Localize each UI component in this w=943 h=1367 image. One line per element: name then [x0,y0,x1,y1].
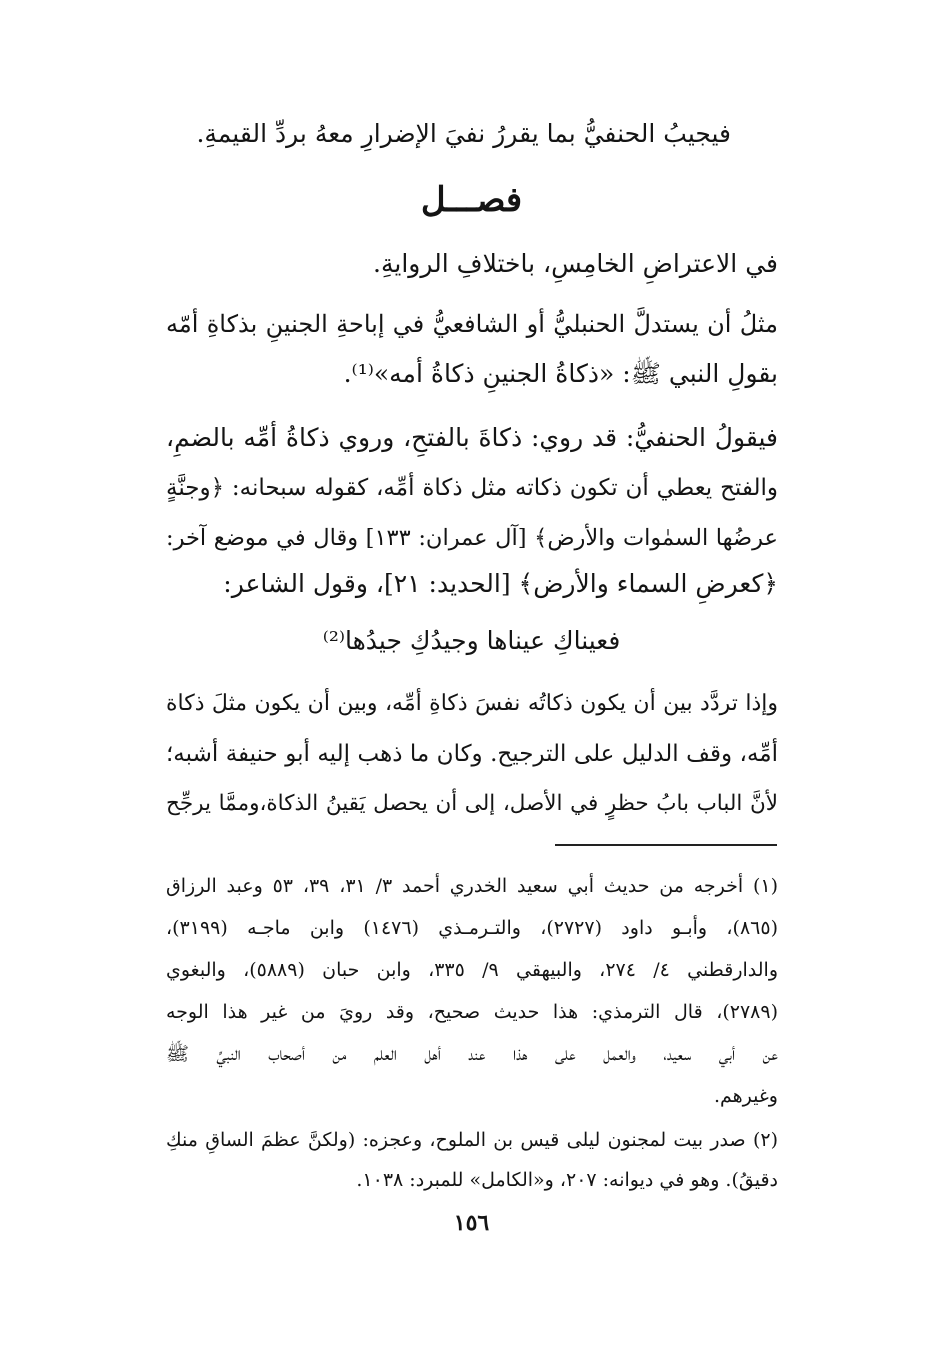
body-text-line-10: أمِّه، وقف الدليل على الترجيح. وكان ما ذهب إليه أبو حنيفة أشبه؛ [166,741,778,767]
body-text-line-1: فيجيبُ الحنفيُّ بما يقررُ نفيَ الإضرارِ معهُ بردِّ القيمةِ. [196,119,731,148]
footnote-1-line-2: (٨٦٥)، وأبـو داود (٢٧٢٧)، والتـرمـذي (١٤٧٦) وابن ماجـه (٣١٩٩)، [166,917,778,939]
footnote-separator [555,844,777,846]
body-text-line-5: فيقولُ الحنفيُّ: قد روي: ذكاةَ بالفتحِ، وروي ذكاةُ أمِّه بالضمِ، [166,423,778,452]
body-text-line-8: ﴿كعرضِ السماء والأرض﴾ [الحديد: ٢١]، وقول الشاعر: [223,569,778,598]
poetry-verse: فعيناكِ عيناها وجيدُكِ جيدُها⁽²⁾ [322,626,621,655]
body-text-line-4: بقولِ النبي ﷺ: «ذكاةُ الجنينِ ذكاةُ أمه»⁽¹⁾. [343,359,778,388]
footnote-1-line-4: (٢٧٨٩)، قال الترمذي: هذا حديث صحيح، وقد رويَ من غير هذا الوجه [166,1001,778,1023]
footnote-1-line-6: وغيرهم. [713,1085,778,1107]
footnote-1-line-5: عن أبي سعيد، والعمل على هذا عند أهل العلم من أصحاب النبيِّ ﷺ [166,1043,778,1065]
body-text-line-11: لأنَّ الباب بابُ حظرٍ في الأصل، إلى أن يحصل يَقينُ الذكاة،وممَّا يرجِّح [166,791,778,816]
body-text-line-2: في الاعتراضِ الخامِسِ، باختلافِ الروايةِ. [373,249,778,278]
body-text-line-7: عرضُها السمٰوات والأرض﴾ [آل عمران: ١٣٣] وقال في موضع آخر: [166,525,778,551]
body-text-line-9: وإذا تردَّد بين أن يكون ذكاتُه نفسَ ذكاةِ أمِّه، وبين أن يكون مثلَ ذكاة [166,691,778,716]
body-text-line-6: والفتح يعطي أن تكون ذكاته مثل ذكاة أمِّه، كقوله سبحانه: ﴿وجنَّةٍ [166,475,778,501]
footnote-2-line-1: (٢) صدر بيت لمجنون ليلى قيس بن الملوح، وعجزه: (ولكنَّ عظمَ الساقِ منكِ [166,1129,778,1151]
footnote-1-line-3: والدارقطني ٤/ ٢٧٤، والبيهقي ٩/ ٣٣٥، وابن حبان (٥٨٨٩)، والبغوي [166,959,778,981]
body-text-line-3: مثلُ أن يستدلَّ الحنبليُّ أو الشافعيُّ في إباحةِ الجنينِ بذكاةِ أمّه [166,310,778,338]
page-number: ١٥٦ [453,1210,490,1236]
footnote-2-line-2: دقيقُ). وهو في ديوانه: ٢٠٧، و«الكامل» للمبرد: ١٠٣٨. [356,1169,778,1191]
section-heading: فصـــل [420,180,523,220]
footnote-1-line-1: (١) أخرجه من حديث أبي سعيد الخدري أحمد ٣/ ٣١، ٣٩، ٥٣ وعبد الرزاق [166,875,779,897]
